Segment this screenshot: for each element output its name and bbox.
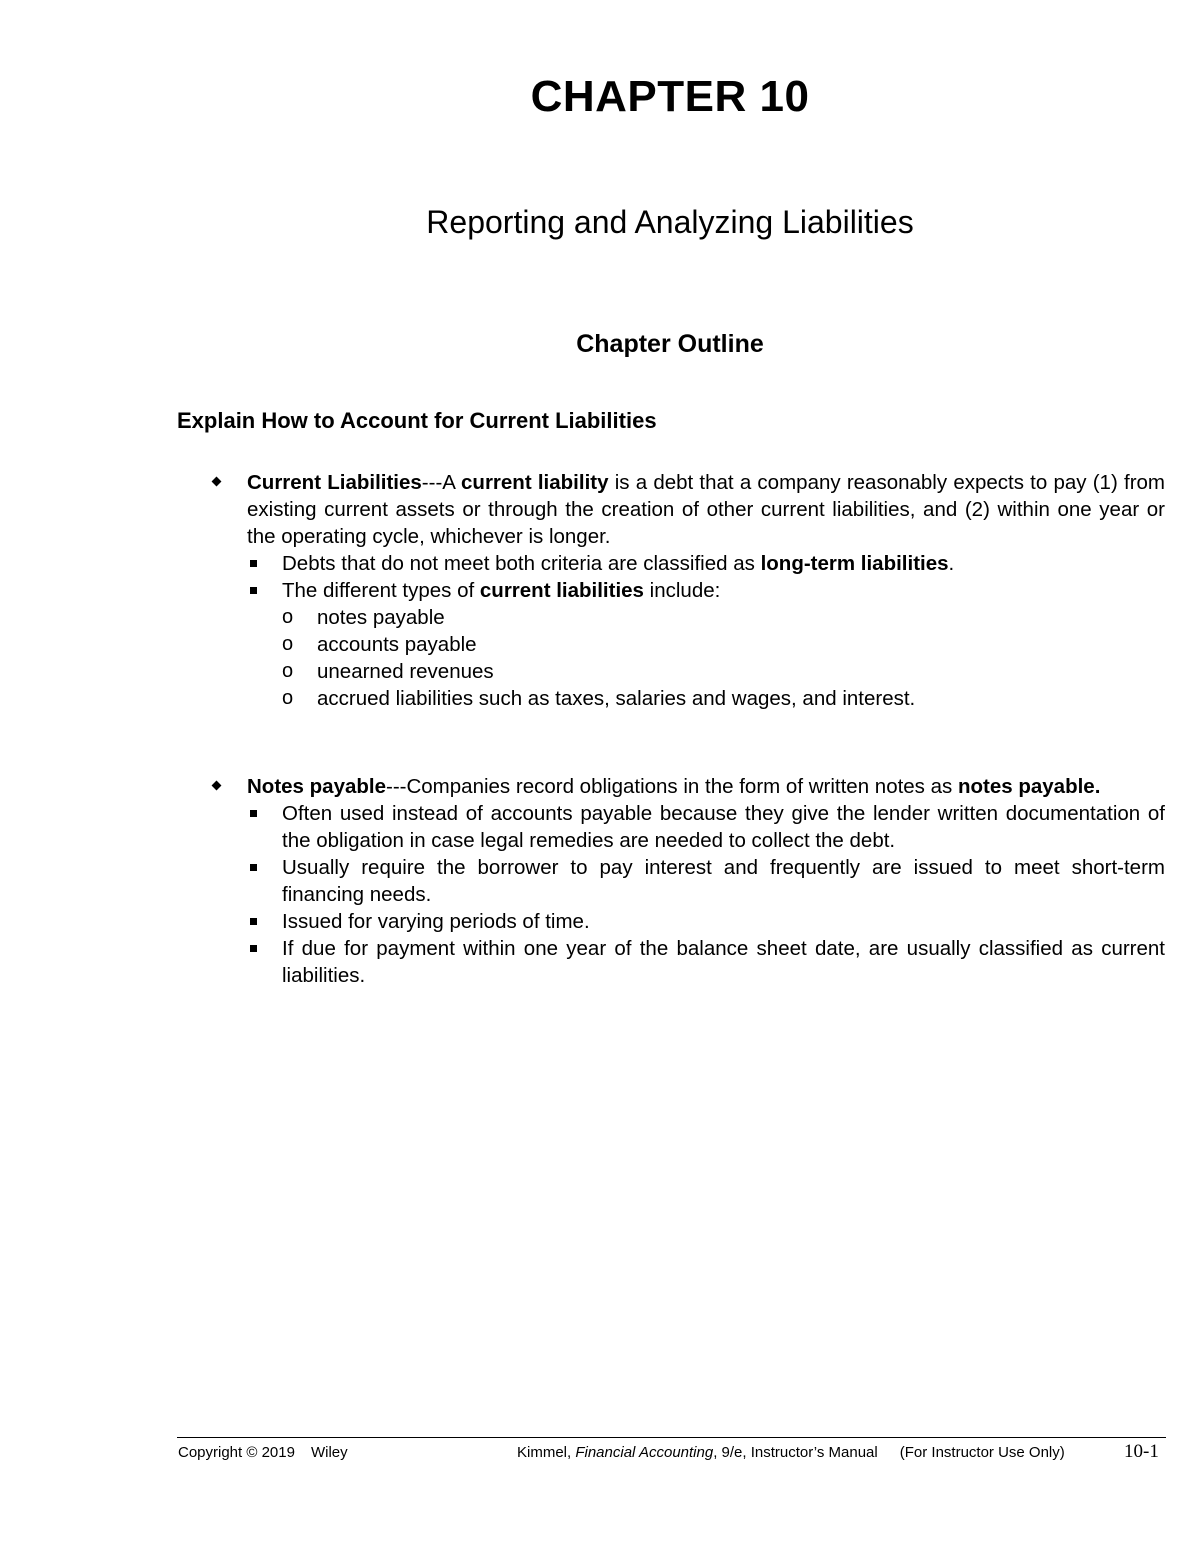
list-item: [247, 800, 1165, 854]
sub-item-text: Often used instead of accounts payable because they give the lender written documentation of the obligation in case legal remedies are needed to collect the debt.: [282, 802, 1165, 852]
sub-item-text: Issued for varying periods of time.: [282, 910, 590, 933]
list-item: [210, 773, 1165, 800]
section-heading: Explain How to Account for Current Liabilities: [177, 408, 657, 433]
square-bullet-icon: [247, 935, 282, 989]
footer-divider: [177, 1437, 1166, 1438]
outline-heading: Chapter Outline: [576, 330, 764, 358]
list-item: [247, 854, 1165, 908]
book-title: Financial Accounting: [575, 1444, 714, 1461]
term-bold-end: notes payable.: [957, 775, 1101, 798]
sub-item-text: If due for payment within one year of the balance sheet date, are usually classified as current liabilities.: [282, 937, 1165, 987]
definition-text: is a debt that a company reasonably expects to pay (1) from existing current assets or through the creation of other current liabilities, and (2) within one year or the operating cycle, whichever is longer.: [247, 471, 1165, 548]
footer-copyright: [178, 1444, 348, 1461]
sub-item-text: [282, 577, 1165, 604]
diamond-bullet-icon: [210, 469, 247, 550]
sub-item-text: Usually require the borrower to pay interest and frequently are issued to meet short-term financing needs.: [282, 856, 1165, 906]
term-bold: Notes payable: [247, 775, 386, 798]
list-item: [282, 658, 1165, 685]
diamond-bullet-icon: [210, 773, 247, 800]
list-item: [282, 685, 1165, 712]
list-item: [247, 908, 1165, 935]
phrase-bold: current liability: [461, 471, 609, 494]
sub-post: include:: [643, 579, 721, 602]
circle-bullet-icon: o: [282, 606, 294, 628]
chapter-subtitle: Reporting and Analyzing Liabilities: [426, 204, 914, 240]
list-item: [282, 631, 1165, 658]
sub-bold: long-term liabilities: [760, 552, 949, 575]
footer-book-info: [517, 1444, 1065, 1461]
sub-bold: current liabilities: [479, 579, 644, 602]
list-item: [210, 469, 1165, 550]
square-bullet-icon: [247, 550, 282, 577]
notes-payable-definition: [247, 773, 1165, 800]
instructor-note: (For Instructor Use Only): [899, 1444, 1065, 1461]
sub-item-text: [282, 550, 1165, 577]
copyright-text: Copyright © 2019: [178, 1444, 295, 1461]
sub-pre: Debts that do not meet both criteria are classified as: [282, 552, 761, 575]
term-dashes: ---A: [421, 471, 462, 494]
list-item: [247, 577, 1165, 604]
current-liabilities-definition: [247, 469, 1165, 550]
page-number: 10-1: [1124, 1441, 1159, 1462]
chapter-title: CHAPTER 10: [530, 72, 810, 121]
square-bullet-icon: [247, 800, 282, 854]
liability-type: notes payable: [317, 606, 445, 629]
liability-type: accrued liabilities such as taxes, salaries and wages, and interest.: [317, 687, 916, 710]
circle-bullet-icon: o: [282, 633, 294, 655]
circle-bullet-icon: o: [282, 687, 294, 709]
square-bullet-icon: [247, 854, 282, 908]
edition-text: , 9/e, Instructor’s Manual: [713, 1444, 878, 1461]
liability-type: unearned revenues: [317, 660, 494, 683]
square-bullet-icon: [247, 577, 282, 604]
notes-payable-block: [210, 773, 1165, 989]
list-item: [247, 550, 1165, 577]
list-item: [282, 604, 1165, 631]
term-bold: Current Liabilities: [247, 471, 422, 494]
circle-bullet-icon: o: [282, 660, 294, 682]
square-bullet-icon: [247, 908, 282, 935]
current-liabilities-block: [210, 469, 1165, 712]
publisher-text: Wiley: [310, 1444, 348, 1461]
definition-text: ---Companies record obligations in the form of written notes as: [386, 775, 958, 798]
sub-post: .: [948, 552, 955, 575]
list-item: [247, 935, 1165, 989]
sub-pre: The different types of: [282, 579, 480, 602]
author-text: Kimmel,: [517, 1444, 576, 1461]
liability-type: accounts payable: [317, 633, 477, 656]
